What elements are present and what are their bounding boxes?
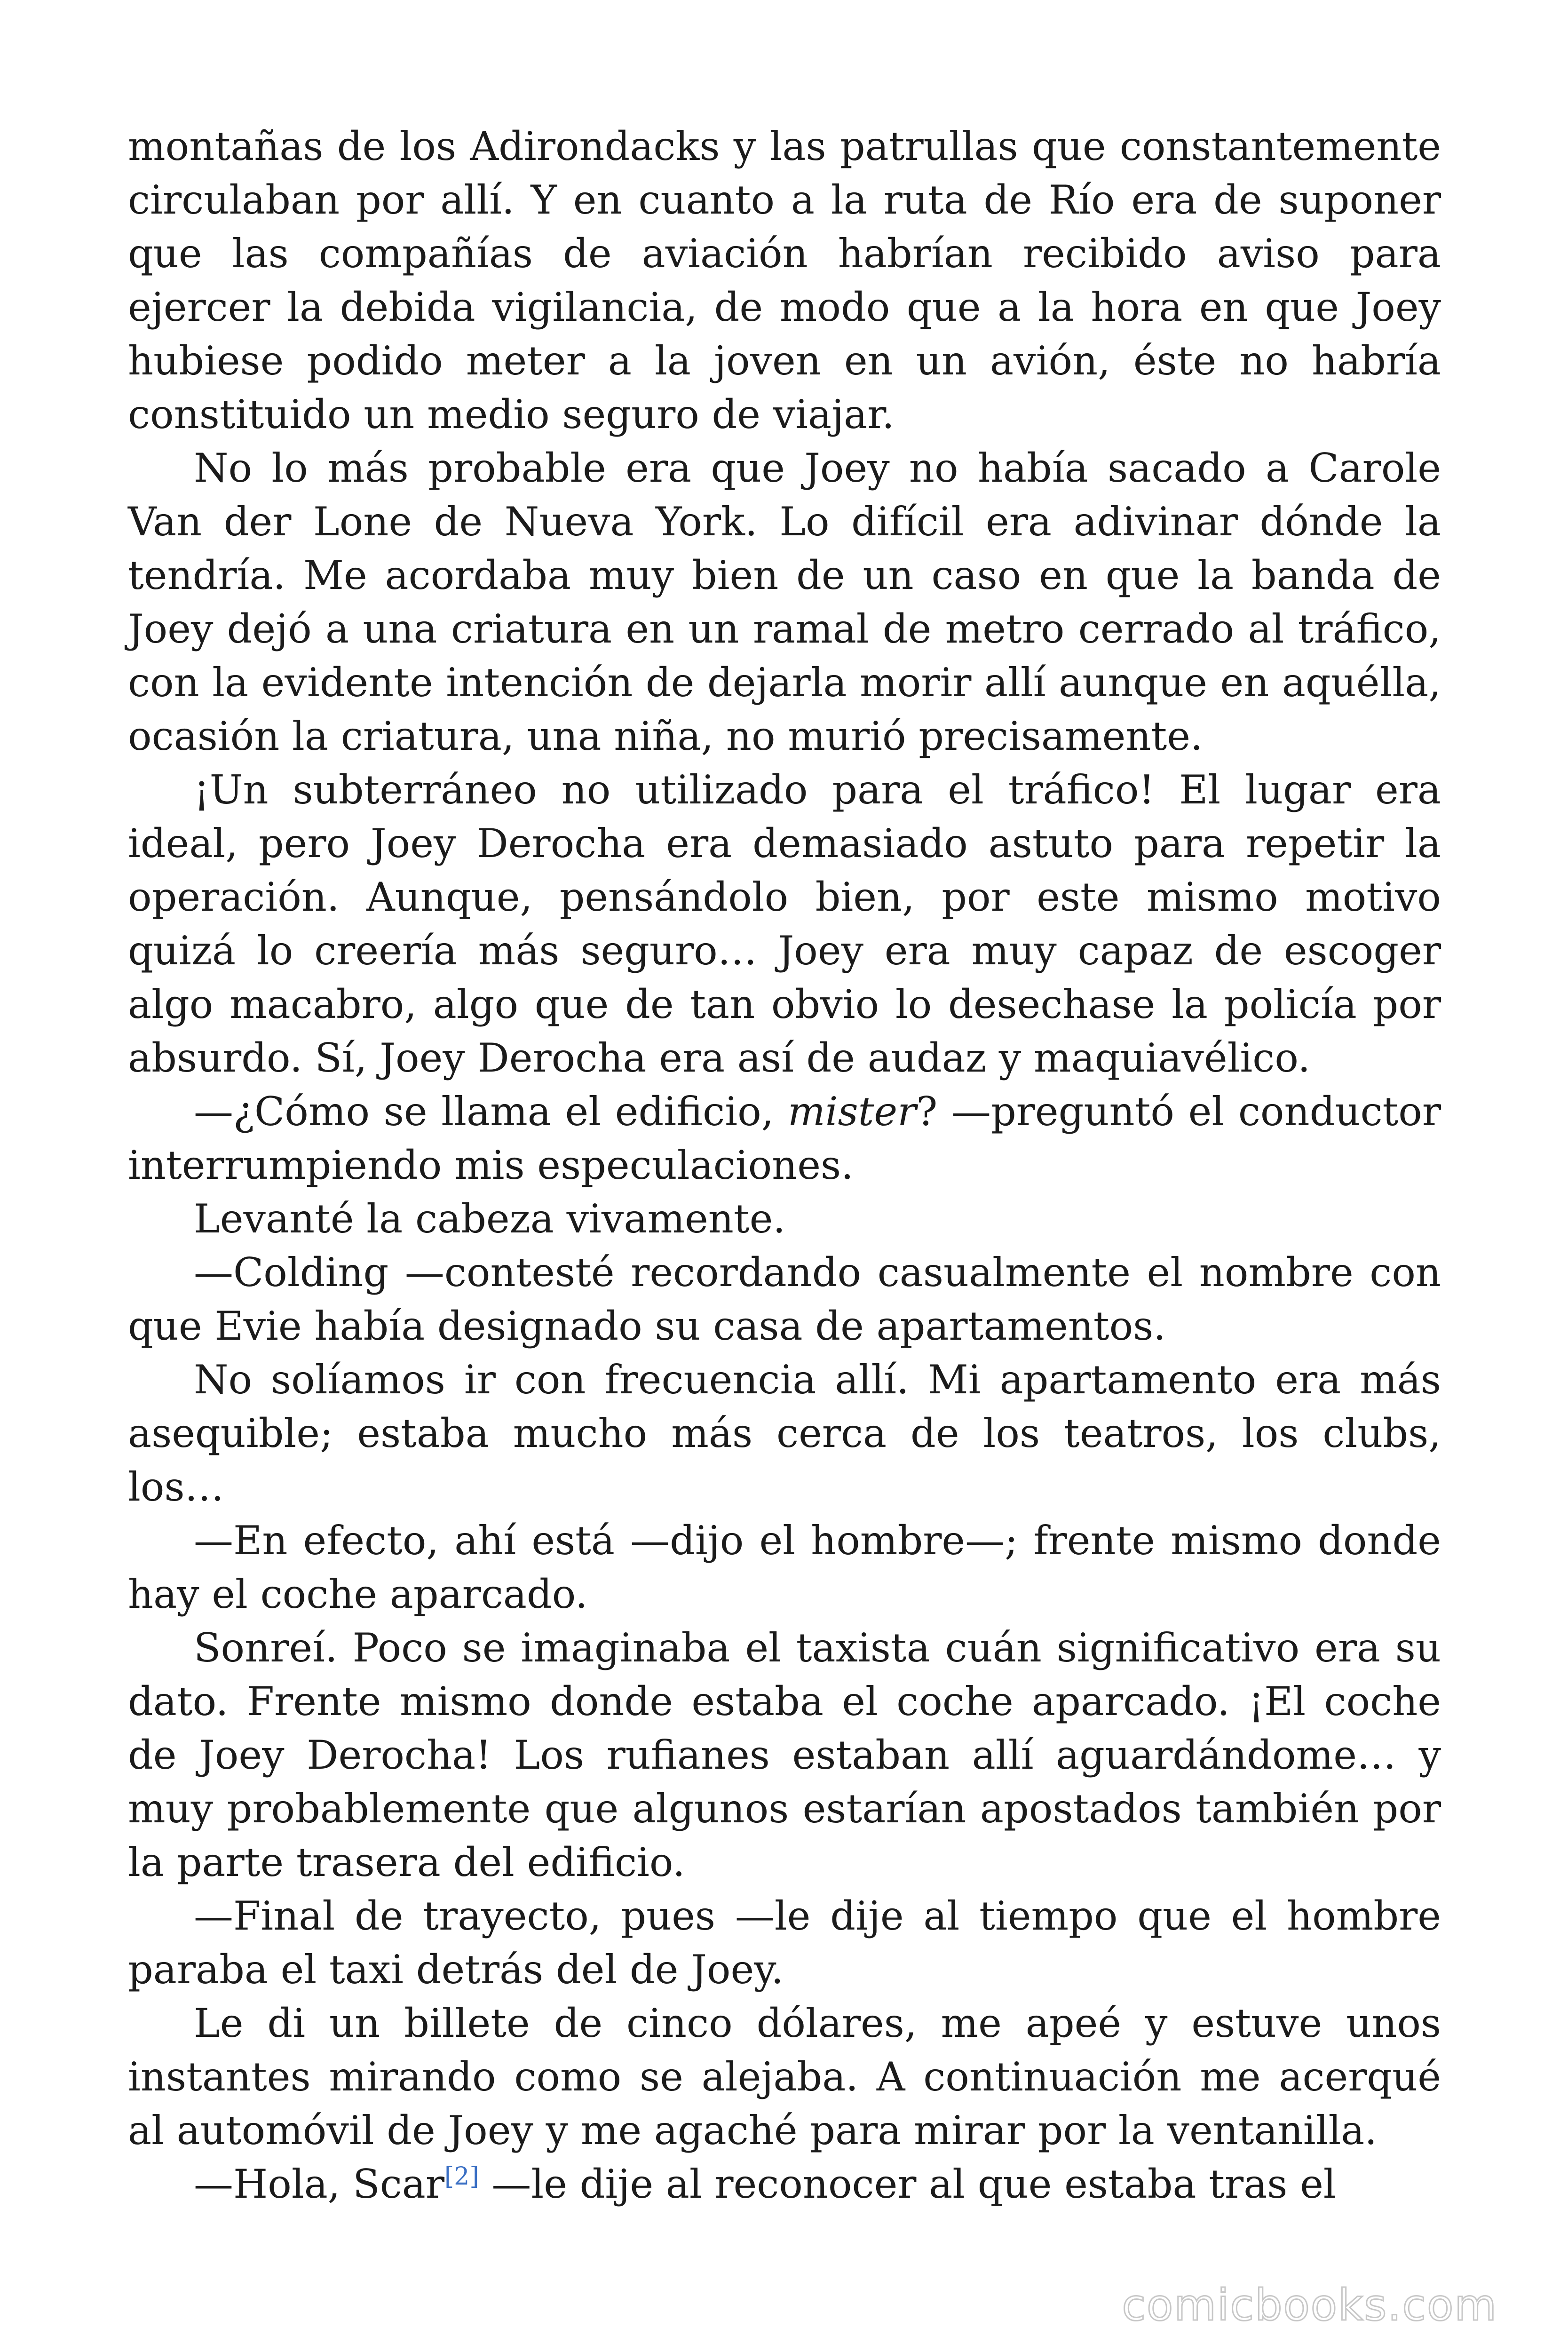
paragraph [128,1514,1441,1621]
italic-text: mister [788,1089,917,1135]
paragraph-text: Sonreí. Poco se imaginaba el taxista cuán significativo era su dato. Frente mismo donde estaba el coche aparcado. ¡El coche de Joey Derocha! Los rufianes estaban allí aguardándome… y muy probablemente que algunos estarían apostados también por la parte trasera del edificio. [128,1625,1441,1885]
paragraph-text: —En efecto, ahí está —dijo el hombre—; frente mismo donde hay el coche aparcado. [128,1518,1441,1617]
paragraph-text: montañas de los Adirondacks y las patrullas que constantemente circulaban por allí. Y en cuanto a la ruta de Río era de suponer que las compañías de aviación habrían recibido aviso para ejercer la debida vigilancia, de modo que a la hora en que Joey hubiese podido meter a la joven en un avión, éste no habría constituido un medio seguro de viajar. [128,123,1441,437]
paragraph-text: Levanté la cabeza vivamente. [194,1196,786,1242]
paragraph [128,1996,1441,2157]
paragraph [128,1889,1441,1996]
paragraph-text: —Hola, Scar [194,2161,444,2207]
paragraph-text: No lo más probable era que Joey no había sacado a Carole Van der Lone de Nueva York. Lo difícil era adivinar dónde la tendría. Me acordaba muy bien de un caso en que la banda de Joey dejó a una criatura en un ramal de metro cerrado al tráfico, con la evidente intención de dejarla morir allí aunque en aquélla, ocasión la criatura, una niña, no murió precisamente. [128,445,1441,759]
paragraph-text: —le dije al reconocer al que estaba tras el [479,2161,1336,2207]
paragraph-text: No solíamos ir con frecuencia allí. Mi apartamento era más asequible; estaba mucho más cerca de los teatros, los clubs, los… [128,1357,1441,1510]
paragraph [128,2157,1441,2211]
footnote-reference-link[interactable]: [2] [444,2162,479,2191]
paragraph [128,119,1441,441]
paragraph [128,1192,1441,1246]
paragraph-text: ? —preguntó el conductor interrumpiendo mis especulaciones. [128,1089,1441,1188]
paragraph [128,441,1441,763]
book-page-text [128,119,1441,2211]
site-watermark: comicbooks.com [1122,2280,1497,2330]
paragraph [128,1085,1441,1192]
paragraph [128,1353,1441,1514]
paragraph [128,763,1441,1085]
paragraph-text: Le di un billete de cinco dólares, me apeé y estuve unos instantes mirando como se alejaba. A continuación me acerqué al automóvil de Joey y me agaché para mirar por la ventanilla. [128,2000,1441,2153]
paragraph [128,1246,1441,1353]
paragraph-text: —¿Cómo se llama el edificio, [194,1089,788,1135]
paragraph-text: ¡Un subterráneo no utilizado para el tráfico! El lugar era ideal, pero Joey Derocha era demasiado astuto para repetir la operación. Aunque, pensándolo bien, por este mismo motivo quizá lo creería más seguro… Joey era muy capaz de escoger algo macabro, algo que de tan obvio lo desechase la policía por absurdo. Sí, Joey Derocha era así de audaz y maquiavélico. [128,767,1441,1081]
paragraph-text: —Colding —contesté recordando casualmente el nombre con que Evie había designado su casa de apartamentos. [128,1249,1441,1349]
paragraph [128,1621,1441,1889]
paragraph-text: —Final de trayecto, pues —le dije al tiempo que el hombre paraba el taxi detrás del de Joey. [128,1893,1441,1993]
